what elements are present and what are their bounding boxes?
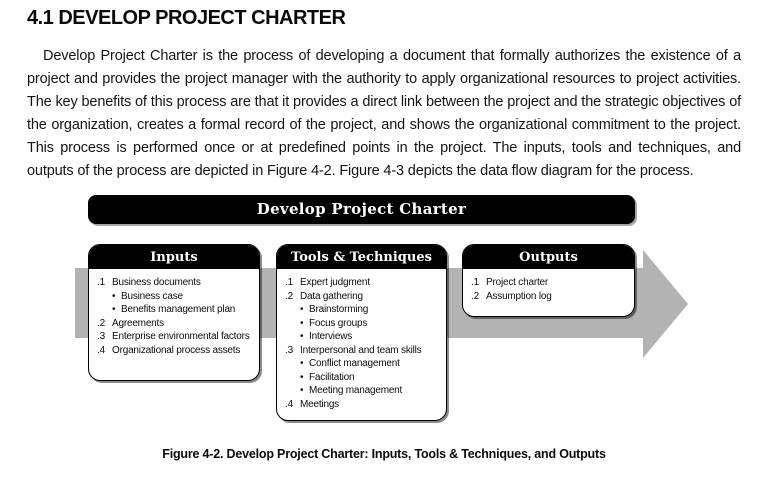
item-number: .3 xyxy=(285,344,293,356)
bullet-item xyxy=(97,303,256,317)
tools-techniques-box-header: Tools & Techniques xyxy=(277,245,446,269)
item-text: Organizational process assets xyxy=(112,344,241,356)
bullet-marker: • xyxy=(300,317,304,329)
item-number: .4 xyxy=(97,344,105,356)
bullet-marker: • xyxy=(300,385,304,396)
body-paragraph: Develop Project Charter is the process of developing a document that formally authorizes the existence of a project and provides the project manager with the authority to apply organizational resources to project activities. The key benefits of this process are that it provides a direct link between the project and the strategic objectives of the organization, creates a formal record of the project, and shows the organizational commitment to the project. This process is performed once or at predefined points in the project. The inputs, tools and techniques, and outputs of the process are depicted in Figure 4-2. Figure 4-3 depicts the data flow diagram for the process. xyxy=(27,48,741,179)
bullet-marker: • xyxy=(300,331,304,342)
item-number: .2 xyxy=(285,290,293,302)
bullet-item xyxy=(97,290,256,304)
numbered-item xyxy=(285,398,443,412)
item-text: Conflict management xyxy=(309,358,400,369)
bullet-marker: • xyxy=(112,290,116,302)
item-text: Data gathering xyxy=(300,290,363,302)
item-text: Focus groups xyxy=(309,317,368,329)
outputs-box xyxy=(462,244,635,317)
item-number: .2 xyxy=(471,290,479,302)
numbered-item xyxy=(285,290,443,304)
item-number: .1 xyxy=(285,277,293,288)
figure-caption: Figure 4-2. Develop Project Charter: Inputs, Tools & Techniques, and Outputs xyxy=(162,447,606,461)
numbered-item xyxy=(97,330,256,344)
tools-techniques-box xyxy=(276,244,447,421)
item-text: Project charter xyxy=(486,277,549,288)
inputs-box xyxy=(88,244,260,381)
inputs-box-header: Inputs xyxy=(89,245,259,269)
item-text: Enterprise environmental factors xyxy=(112,331,250,342)
bullet-item xyxy=(285,330,443,344)
numbered-item xyxy=(97,344,256,358)
bullet-marker: • xyxy=(300,358,304,369)
numbered-item xyxy=(471,290,631,304)
bullet-item xyxy=(285,384,443,398)
bullet-item xyxy=(285,357,443,371)
bullet-marker: • xyxy=(300,304,304,315)
item-text: Business documents xyxy=(112,277,201,288)
bullet-item xyxy=(285,317,443,331)
numbered-item xyxy=(97,276,256,290)
section-heading: 4.1 DEVELOP PROJECT CHARTER xyxy=(27,7,346,29)
item-text: Assumption log xyxy=(486,290,552,302)
inputs-list xyxy=(89,269,259,362)
numbered-item xyxy=(285,276,443,290)
item-text: Meeting management xyxy=(309,385,403,396)
item-text: Agreements xyxy=(112,317,164,329)
item-text: Interpersonal and team skills xyxy=(300,344,422,356)
numbered-item xyxy=(97,317,256,331)
outputs-list xyxy=(463,269,634,308)
bullet-marker: • xyxy=(112,304,116,315)
numbered-item xyxy=(285,344,443,358)
item-number: .1 xyxy=(97,277,105,288)
item-text: Expert judgment xyxy=(300,277,370,288)
bullet-item xyxy=(285,371,443,385)
numbered-item xyxy=(471,276,631,290)
bullet-item xyxy=(285,303,443,317)
item-text: Business case xyxy=(121,290,183,302)
bullet-marker: • xyxy=(300,371,304,383)
item-text: Brainstorming xyxy=(309,304,369,315)
item-number: .2 xyxy=(97,317,105,329)
figure-title-bar: Develop Project Charter xyxy=(88,195,635,224)
outputs-box-header: Outputs xyxy=(463,245,634,269)
item-number: .1 xyxy=(471,277,479,288)
item-text: Facilitation xyxy=(309,371,355,383)
tools-techniques-list xyxy=(277,269,446,416)
item-number: .4 xyxy=(285,398,293,410)
item-text: Interviews xyxy=(309,331,353,342)
item-number: .3 xyxy=(97,331,105,342)
item-text: Meetings xyxy=(300,398,339,410)
item-text: Benefits management plan xyxy=(121,304,236,315)
